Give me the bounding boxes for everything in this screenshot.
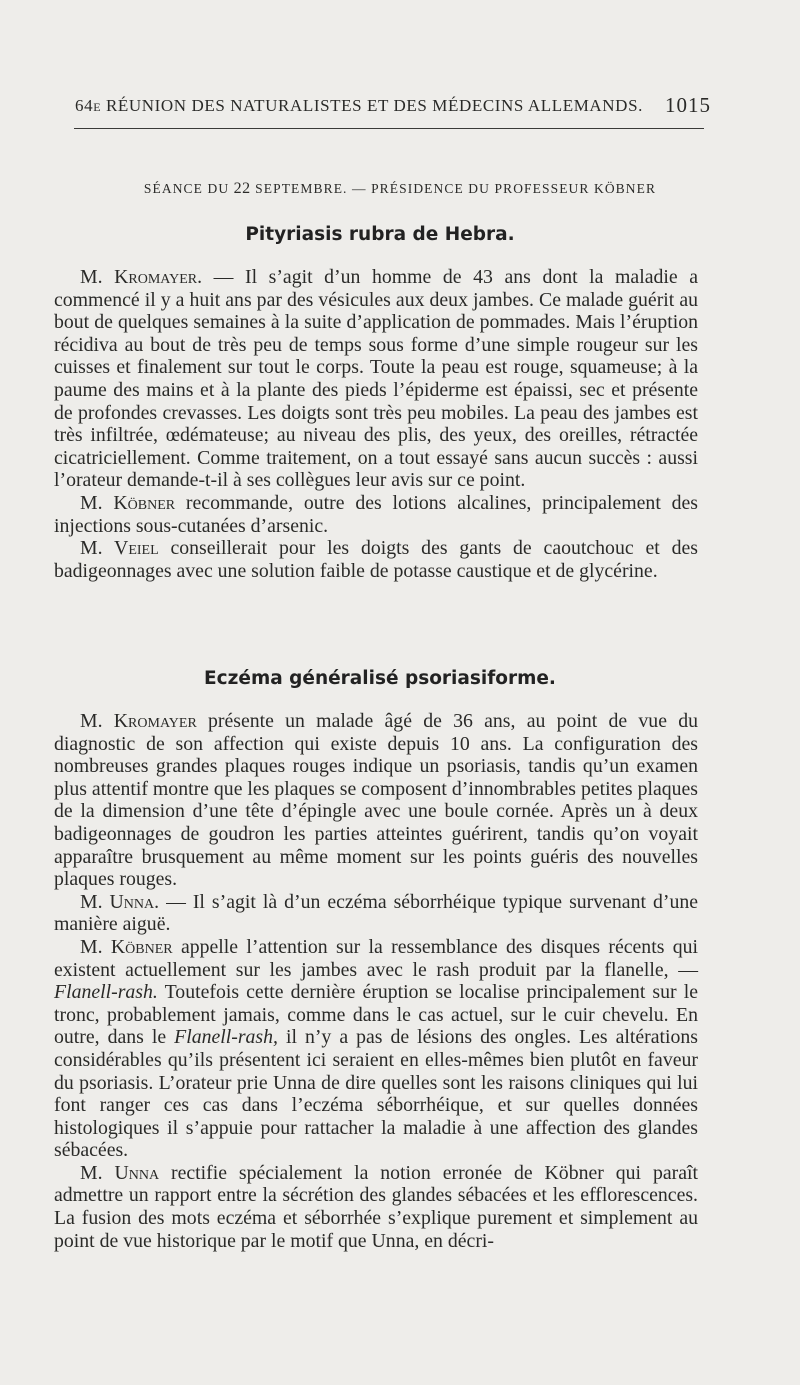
speaker-name: M. Kromayer [80,710,197,732]
paragraph-text: présente un malade âgé de 36 ans, au point de vue du diagnostic de son affection qui existe depuis 10 ans. La configuration des nombreuses grandes plaques rouges indique un psoriasis, tandis qu’un examen plus attentif montre que les plaques se composent d’innombrables petites plaques de la dimension d’une tête d’épingle avec une boule cornée. Après un à deux badigeonnages de goudron les parties atteintes guérirent, tandis qu’on voyait apparaître brusquement au même moment sur les points guéris des nouvelles plaques rouges. [54,710,698,891]
paragraph-text: il n’y a pas de lésions des ongles. Les altérations considérables qu’ils présentent ici seraient en elles-mêmes bien plutôt en faveur du psoriasis. L’orateur prie Unna de dire quelles sont les raisons cliniques qui lui font ranger ces cas dans l’eczéma séborrhéique, et sur quelles données histologiques il s’appuie pour rattacher la maladie à une affection des glandes sébacées. [54,1026,698,1162]
speaker-name: M. Köbner [80,491,176,514]
paragraph [54,710,698,891]
paragraph-text: Toutefois cette dernière éruption se localise principalement sur le tronc, probablement jamais, comme dans le cas actuel, sur le cuir chevelu. En outre, dans le [54,981,698,1049]
running-header [75,94,711,118]
paragraph [54,1162,698,1252]
paragraph-text: conseillerait pour les doigts des gants de caoutchouc et des badigeonnages avec une solution faible de potasse caustique et de glycérine. [54,537,698,582]
paragraph [54,266,698,492]
paragraph-text: — Il s’agit d’un homme de 43 ans dont la maladie a commencé il y a huit ans par des vésicules aux deux jambes. Ce malade guérit au bout de quelques semaines à la suite d’application de pommades. Mais l’éruption récidiva au bout de très peu de temps sous forme d’une simple rougeur sur les cuisses et finalement sur tout le corps. Toute la peau est rouge, squameuse; à la paume des mains et à la plante des pieds l’épiderme est épaissi, sec et présente de profondes crevasses. Les doigts sont très peu mobiles. La peau des jambes est très infiltrée, œdémateuse; au niveau des plis, des yeux, des oreilles, rétractée cicatriciellement. Comme traitement, on a tout essayé sans aucun succès : aussi l’orateur demande-t-il à ses collègues leur avis sur ce point. [54,266,698,492]
speaker-name: M. Veiel [80,537,159,560]
italic-term: Flanell-rash. [54,981,158,1004]
speaker-name: M. Köbner [80,935,173,958]
session-day: 22 [233,180,251,197]
italic-term: Flanell-rash, [174,1026,278,1049]
speaker-name: M. Unna. [80,890,160,913]
section-body-pityriasis [54,266,698,582]
section-title-pityriasis: Pityriasis rubra de Hebra. [245,224,515,245]
running-header-title: 64e RÉUNION DES NATURALISTES ET DES MÉDECINS ALLEMANDS. [75,96,643,115]
section-title-eczema: Eczéma généralisé psoriasiforme. [204,668,556,689]
paragraph-text: — Il s’agit là d’un eczéma séborrhéique typique survenant d’une manière aiguë. [54,890,699,936]
session-prefix: SÉANCE DU [143,181,234,196]
section-body-eczema [54,710,698,1252]
session-heading [0,180,800,198]
paragraph [54,936,698,1162]
paragraph-text: appelle l’attention sur la ressemblance des disques récents qui existent actuellement sur les jambes avec le rash produit par la flanelle, — [54,935,699,981]
speaker-name: M. Unna [80,1161,160,1184]
paragraph [54,492,698,537]
paragraph [54,537,698,582]
header-rule [74,128,704,129]
session-rest: SEPTEMBRE. — PRÉSIDENCE DU PROFESSEUR KÖBNER [250,181,657,196]
paragraph-text: recommande, outre des lotions alcalines, principalement des injections sous-cutanées d’arsenic. [54,491,699,537]
paragraph [54,891,698,936]
speaker-name: M. Kromayer. [80,266,203,288]
page-number: 1015 [665,93,711,117]
paragraph-text: rectifie spécialement la notion erronée de Köbner qui paraît admettre un rapport entre la sécrétion des glandes sébacées et les efflorescences. La fusion des mots eczéma et séborrhée s’explique purement et simplement au point de vue historique par le motif que Unna, en décri- [54,1161,698,1252]
